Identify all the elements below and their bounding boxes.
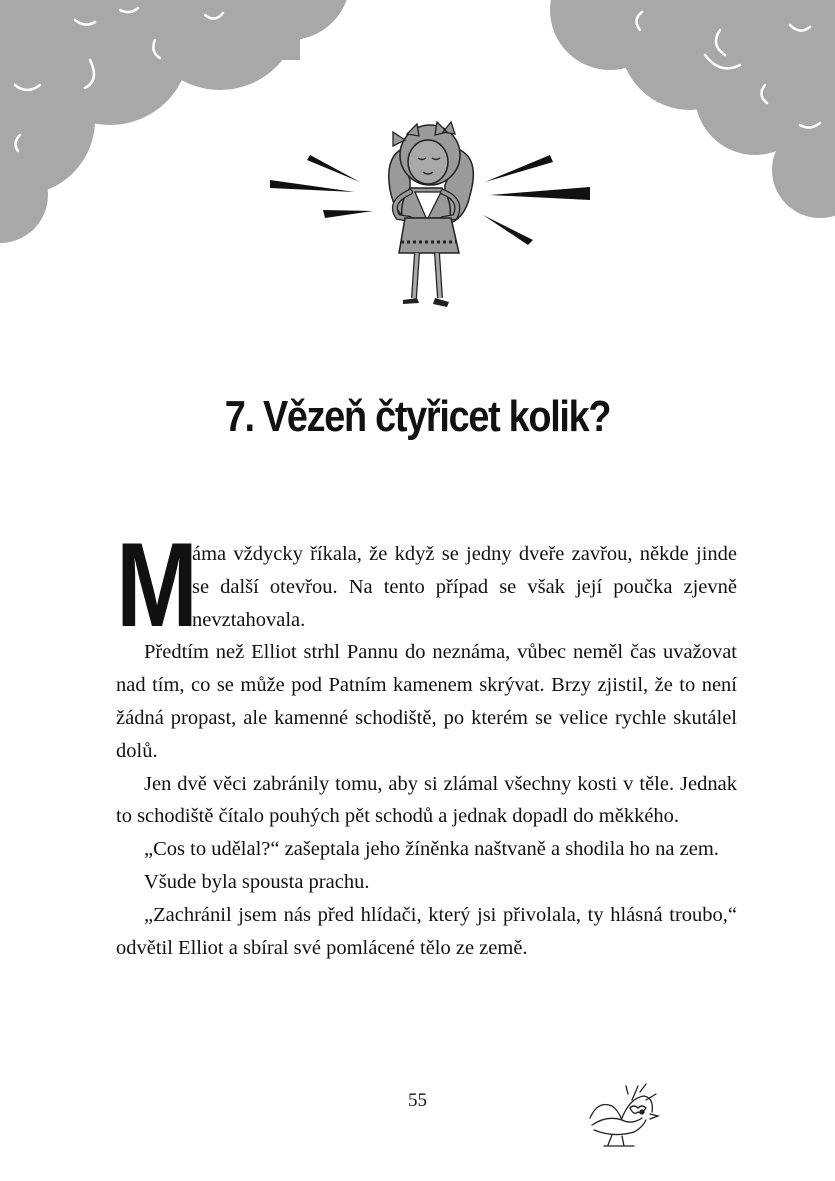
drop-cap: M <box>116 518 198 652</box>
girl-illustration <box>265 110 605 315</box>
paragraph: „Cos to udělal?“ zašeptala jeho žíněnka naštvaně a shodila ho na zem. <box>144 838 719 861</box>
page-number: 55 <box>408 1090 427 1111</box>
chapter-title: 7. Vězeň čtyřicet kolik? <box>224 392 611 441</box>
bird-icon <box>582 1080 662 1152</box>
paragraph: Všude byla spousta prachu. <box>144 870 370 893</box>
paragraph: „Zachránil jsem nás před hlídači, který jsi přivolala, ty hlásná troubo,“ odvětil Elliot a sbíral své pomlácené tělo ze země. <box>116 903 737 959</box>
paragraph: Jen dvě věci zabránily tomu, aby si zlámal všechny kosti v těle. Jednak to schodiště čítalo pouhých pět schodů a jednak dopadl do měkkého. <box>116 772 737 828</box>
paragraph <box>116 518 737 652</box>
paragraph: Předtím než Elliot strhl Pannu do neznáma, vůbec neměl čas uvažovat nad tím, co se může pod Patním kamenem skrývat. Brzy zjistil, že to není žádná propast, ale kamenné schodiště, po kterém se velice rychle skutálel dolů. <box>116 641 737 762</box>
body-text <box>116 518 737 964</box>
paragraph-text: áma vždycky říkala, že když se jedny dveře zavřou, někde jinde se další otevřou. Na tento případ se však její poučka zjevně nevztahovala. <box>192 543 737 631</box>
